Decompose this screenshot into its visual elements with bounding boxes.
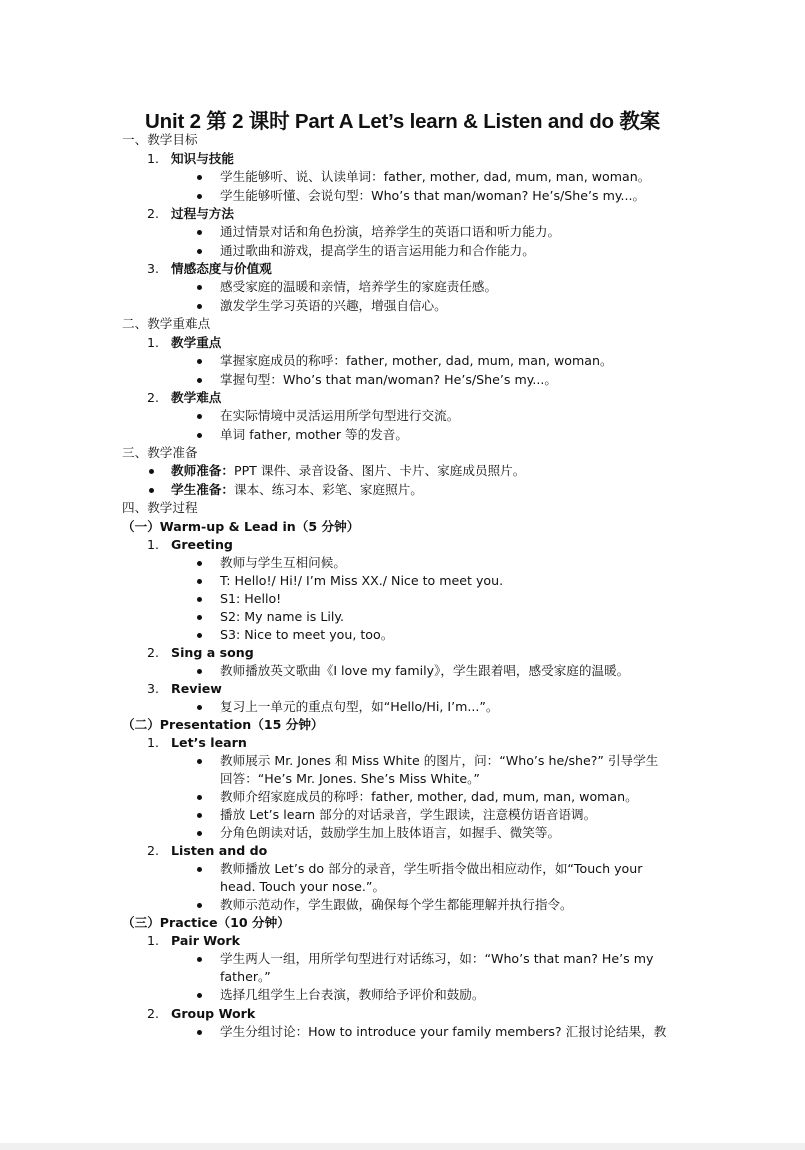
bullet-icon xyxy=(197,795,202,800)
list-item xyxy=(171,481,423,499)
list-item: 教师介绍家庭成员的称呼：father, mother, dad, mum, man, woman。 xyxy=(220,789,638,804)
subheading-difficulties: 教学难点 xyxy=(171,390,222,405)
list-item: 感受家庭的温暖和亲情，培养学生的家庭责任感。 xyxy=(220,279,498,294)
bullet-icon xyxy=(197,993,202,998)
list-item: 教师与学生互相问候。 xyxy=(220,555,346,570)
bullet-icon xyxy=(197,813,202,818)
student-prep-text: 课本、练习本、彩笔、家庭照片。 xyxy=(233,482,423,497)
bullet-icon xyxy=(197,194,202,199)
bullet-icon xyxy=(149,488,154,493)
list-item xyxy=(171,462,525,480)
bullet-icon xyxy=(197,249,202,254)
list-item: S1: Hello! xyxy=(220,591,282,606)
bullet-icon xyxy=(197,669,202,674)
bullet-icon xyxy=(197,230,202,235)
list-item: 学生能够听、说、认读单词：father, mother, dad, mum, man, woman。 xyxy=(220,169,651,184)
bullet-icon xyxy=(197,304,202,309)
section-heading-preparation: 三、教学准备 xyxy=(122,445,198,460)
bullet-icon xyxy=(197,759,202,764)
list-item: 学生两人一组，用所学句型进行对话练习，如：“Who’s that man? He’s my xyxy=(220,951,654,966)
list-item: 复习上一单元的重点句型，如“Hello/Hi, I’m...”。 xyxy=(220,699,499,714)
list-number: 1. xyxy=(147,537,160,552)
teacher-prep-label: 教师准备： xyxy=(171,463,234,478)
section-heading-objectives: 一、教学目标 xyxy=(122,132,198,147)
list-number: 1. xyxy=(147,933,160,948)
subheading-process-methods: 过程与方法 xyxy=(171,206,234,221)
list-number: 2. xyxy=(147,390,160,405)
subheading-group-work: Group Work xyxy=(171,1006,256,1021)
list-item: 学生分组讨论：How to introduce your family members? 汇报讨论结果，教 xyxy=(220,1024,667,1039)
bullet-icon xyxy=(197,831,202,836)
bullet-icon xyxy=(149,469,154,474)
list-item-continuation: father。” xyxy=(220,969,271,984)
list-item: 掌握句型：Who’s that man/woman? He’s/She’s my...。 xyxy=(220,372,557,387)
list-item: 播放 Let’s learn 部分的对话录音，学生跟读，注意模仿语音语调。 xyxy=(220,807,597,822)
list-item: S2: My name is Lily. xyxy=(220,609,345,624)
bullet-icon xyxy=(197,1030,202,1035)
phase-heading-practice: （三）Practice（10 分钟） xyxy=(122,915,290,930)
list-item: 学生能够听懂、会说句型：Who’s that man/woman? He’s/She’s my...。 xyxy=(220,188,646,203)
bullet-icon xyxy=(197,359,202,364)
list-item: 分角色朗读对话，鼓励学生加上肢体语言，如握手、微笑等。 xyxy=(220,825,561,840)
list-item: 激发学生学习英语的兴趣，增强自信心。 xyxy=(220,298,447,313)
subheading-knowledge-skills: 知识与技能 xyxy=(171,151,234,166)
subheading-lets-learn: Let’s learn xyxy=(171,735,247,750)
list-item: 在实际情境中灵活运用所学句型进行交流。 xyxy=(220,408,460,423)
list-number: 2. xyxy=(147,843,160,858)
section-heading-key-points: 二、教学重难点 xyxy=(122,316,211,331)
bullet-icon xyxy=(197,579,202,584)
list-item: T: Hello!/ Hi!/ I’m Miss XX./ Nice to meet you. xyxy=(220,573,504,588)
list-item: 教师播放 Let’s do 部分的录音，学生听指令做出相应动作，如“Touch your xyxy=(220,861,643,876)
subheading-attitudes-values: 情感态度与价值观 xyxy=(171,261,272,276)
list-item-continuation: head. Touch your nose.”。 xyxy=(220,879,386,894)
bullet-icon xyxy=(197,957,202,962)
bullet-icon xyxy=(197,615,202,620)
list-number: 2. xyxy=(147,206,160,221)
list-item: 通过歌曲和游戏，提高学生的语言运用能力和合作能力。 xyxy=(220,243,535,258)
list-number: 1. xyxy=(147,735,160,750)
list-item: 教师示范动作，学生跟做，确保每个学生都能理解并执行指令。 xyxy=(220,897,573,912)
bullet-icon xyxy=(197,175,202,180)
phase-heading-presentation: （二）Presentation（15 分钟） xyxy=(122,717,324,732)
bullet-icon xyxy=(197,378,202,383)
list-number: 2. xyxy=(147,645,160,660)
list-item-continuation: 回答：“He’s Mr. Jones. She’s Miss White。” xyxy=(220,771,480,786)
bullet-icon xyxy=(197,414,202,419)
student-prep-label: 学生准备： xyxy=(171,482,234,497)
phase-heading-warm-up: （一）Warm-up & Lead in（5 分钟） xyxy=(122,519,360,534)
page-title: Unit 2 第 2 课时 Part A Let’s learn & Listen and do 教案 xyxy=(145,110,660,133)
list-number: 2. xyxy=(147,1006,160,1021)
list-number: 3. xyxy=(147,681,160,696)
subheading-key-points: 教学重点 xyxy=(171,335,222,350)
bullet-icon xyxy=(197,561,202,566)
section-heading-process: 四、教学过程 xyxy=(122,500,198,515)
bullet-icon xyxy=(197,705,202,710)
list-item: S3: Nice to meet you, too。 xyxy=(220,627,394,642)
list-item: 选择几组学生上台表演，教师给予评价和鼓励。 xyxy=(220,987,485,1002)
list-number: 1. xyxy=(147,335,160,350)
bullet-icon xyxy=(197,597,202,602)
list-item: 单词 father, mother 等的发音。 xyxy=(220,427,408,442)
list-item: 教师展示 Mr. Jones 和 Miss White 的图片，问：“Who’s he/she?” 引导学生 xyxy=(220,753,659,768)
bullet-icon xyxy=(197,867,202,872)
subheading-listen-and-do: Listen and do xyxy=(171,843,268,858)
list-number: 3. xyxy=(147,261,160,276)
list-item: 通过情景对话和角色扮演，培养学生的英语口语和听力能力。 xyxy=(220,224,561,239)
bullet-icon xyxy=(197,285,202,290)
subheading-greeting: Greeting xyxy=(171,537,233,552)
list-number: 1. xyxy=(147,151,160,166)
list-item: 教师播放英文歌曲《I love my family》，学生跟着唱，感受家庭的温暖。 xyxy=(220,663,630,678)
bullet-icon xyxy=(197,433,202,438)
list-item: 掌握家庭成员的称呼：father, mother, dad, mum, man, woman。 xyxy=(220,353,613,368)
subheading-sing-a-song: Sing a song xyxy=(171,645,254,660)
teacher-prep-text: PPT 课件、录音设备、图片、卡片、家庭成员照片。 xyxy=(233,463,526,478)
bullet-icon xyxy=(197,633,202,638)
bullet-icon xyxy=(197,903,202,908)
subheading-pair-work: Pair Work xyxy=(171,933,240,948)
subheading-review: Review xyxy=(171,681,222,696)
